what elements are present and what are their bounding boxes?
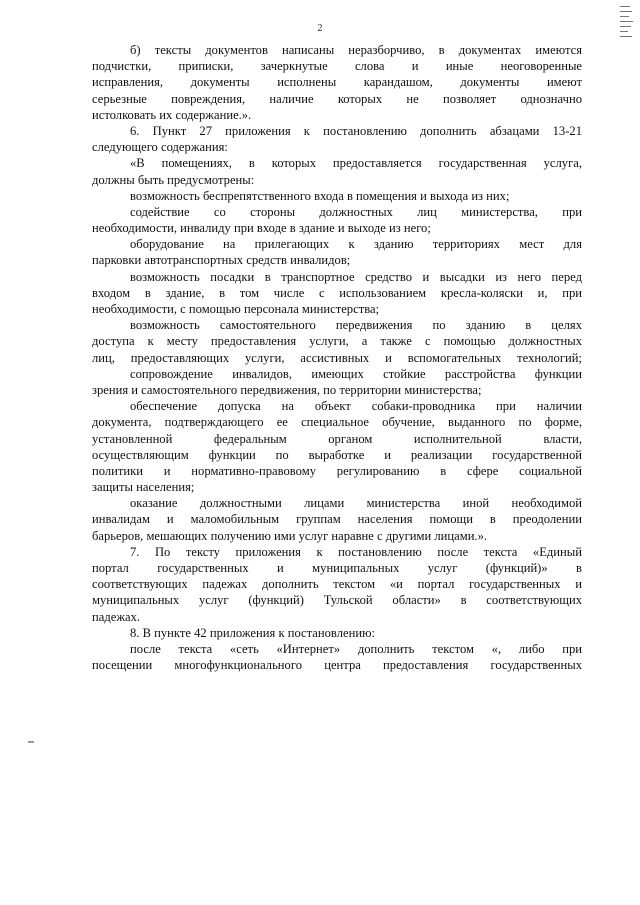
text-line: входом в здание, в том числе с использованием кресла-коляски и, при bbox=[92, 285, 582, 300]
text-line: исправления, документы исполнены карандашом, документы имеют bbox=[92, 75, 582, 90]
document-body bbox=[92, 42, 582, 673]
text-line: должны быть предусмотрены: bbox=[92, 172, 255, 187]
text-line: барьеров, мешающих получению ими услуг наравне с другими лицами.». bbox=[92, 528, 488, 543]
text-line: возможность самостоятельного передвижения по зданию в целях bbox=[130, 318, 582, 333]
text-line: лиц, предоставляющих услуги, ассистивных и вспомогательных технологий; bbox=[92, 350, 582, 365]
text-line: подчистки, приписки, зачеркнутые слова и иные неоговоренные bbox=[92, 59, 582, 74]
text-line: парковки автотранспортных средств инвалидов; bbox=[92, 253, 351, 268]
scan-speck bbox=[28, 741, 34, 743]
text-line: серьезные повреждения, наличие которых не позволяет однозначно bbox=[92, 91, 582, 106]
text-line: оборудование на прилегающих к зданию территориях мест для bbox=[130, 237, 582, 252]
text-line: установленной федеральным органом исполнительной власти, bbox=[92, 431, 582, 446]
text-line: защиты населения; bbox=[92, 480, 195, 495]
text-line: обеспечение допуска на объект собаки-проводника при наличии bbox=[130, 399, 582, 414]
text-line: 6. Пункт 27 приложения к постановлению дополнить абзацами 13-21 bbox=[130, 123, 582, 138]
page-number: 2 bbox=[317, 23, 323, 34]
text-line: оказание должностными лицами министерства иной необходимой bbox=[130, 496, 582, 511]
text-line: истолковать их содержание.». bbox=[92, 107, 252, 122]
text-line: доступа к месту предоставления услуги, а также с помощью должностных bbox=[92, 334, 582, 349]
text-line: посещении многофункционального центра предоставления государственных bbox=[92, 658, 582, 673]
text-line: политики и нормативно-правовому регулированию в сфере социальной bbox=[92, 463, 582, 478]
text-line: документа, подтверждающего ее специальное обучение, выданного по форме, bbox=[92, 415, 582, 430]
text-line: «В помещениях, в которых предоставляется государственная услуга, bbox=[130, 156, 582, 171]
text-line: возможность посадки в транспортное средство и высадки из него перед bbox=[130, 269, 582, 284]
text-line: возможность беспрепятственного входа в помещения и выхода из них; bbox=[130, 188, 510, 203]
text-line: портал государственных и муниципальных услуг (функций)» в bbox=[92, 561, 582, 575]
text-line: инвалидам и маломобильным группам населения помощи в преодолении bbox=[92, 512, 582, 527]
text-line: соответствующих падежах дополнить текстом «и портал государственных и bbox=[92, 577, 582, 592]
text-line: зрения и самостоятельного передвижения, по территории министерства; bbox=[92, 382, 482, 397]
text-line: б) тексты документов написаны неразборчиво, в документах имеются bbox=[130, 43, 582, 57]
text-line: 8. В пункте 42 приложения к постановлению: bbox=[130, 625, 375, 640]
text-line: муниципальных услуг (функций) Тульской области» в соответствующих bbox=[92, 593, 582, 608]
text-line: необходимости, инвалиду при входе в здание и выходе из него; bbox=[92, 221, 431, 236]
text-line: осуществляющим функции по выработке и реализации государственной bbox=[92, 447, 582, 462]
text-line: после текста «сеть «Интернет» дополнить текстом «, либо при bbox=[130, 641, 582, 656]
text-line: 7. По тексту приложения к постановлению после текста «Единый bbox=[130, 544, 582, 559]
text-line: содействие со стороны должностных лиц министерства, при bbox=[130, 204, 582, 219]
text-line: падежах. bbox=[92, 609, 141, 624]
text-line: следующего содержания: bbox=[92, 140, 228, 155]
text-line: необходимости, с помощью персонала министерства; bbox=[92, 302, 380, 316]
text-line: сопровождение инвалидов, имеющих стойкие расстройства функции bbox=[130, 366, 582, 381]
